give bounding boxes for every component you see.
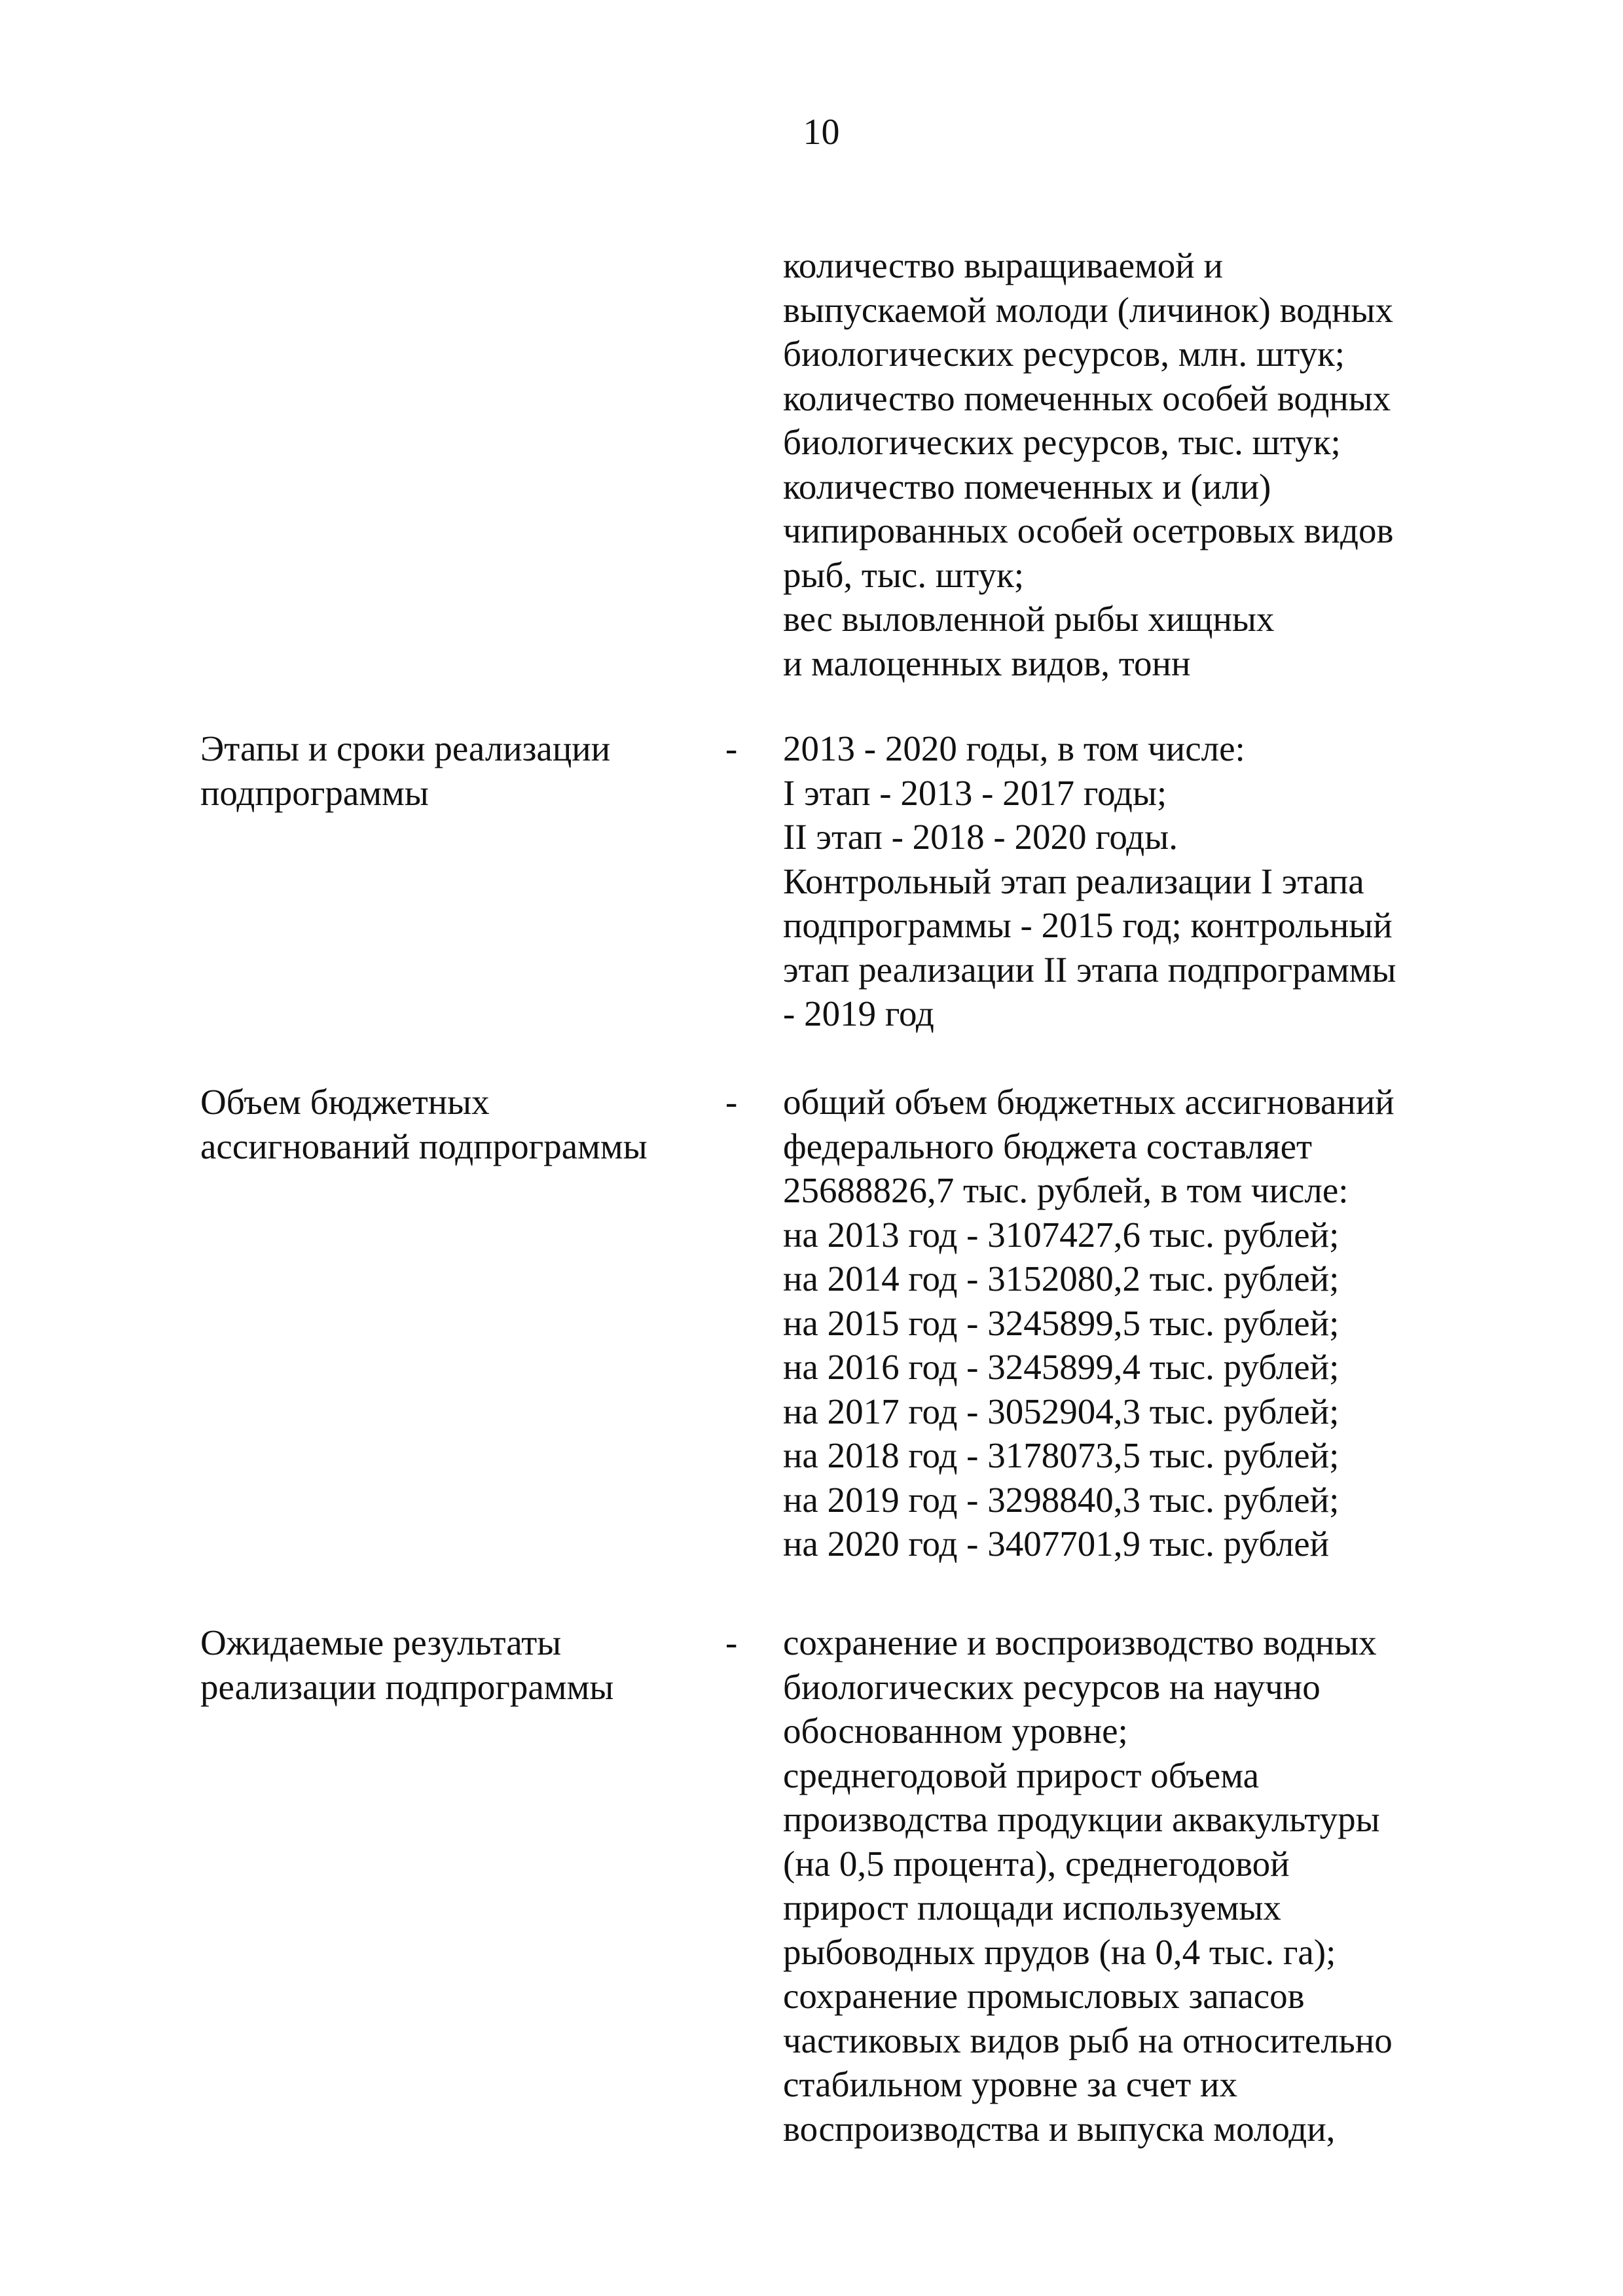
- value-line: биологических ресурсов на научно: [783, 1666, 1321, 1707]
- value-line: на 2013 год - 3107427,6 тыс. рублей;: [783, 1214, 1340, 1255]
- label-line: подпрограммы: [200, 772, 429, 813]
- value-line: рыбоводных прудов (на 0,4 тыс. га);: [783, 1931, 1336, 1972]
- top-continuation-text: [783, 243, 1393, 685]
- text-line: чипированных особей осетровых видов: [783, 511, 1394, 550]
- value-line: этап реализации II этапа подпрограммы: [783, 949, 1396, 990]
- value-line: федерального бюджета составляет: [783, 1126, 1313, 1166]
- text-line: биологических ресурсов, тыс. штук;: [783, 422, 1341, 462]
- separator-dash: -: [725, 728, 738, 768]
- label-line: Объем бюджетных: [200, 1082, 490, 1122]
- value-line: - 2019 год: [783, 994, 934, 1033]
- value-line: обоснованном уровне;: [783, 1711, 1128, 1751]
- budget-label: [200, 1080, 647, 1168]
- separator-dash: -: [725, 1623, 738, 1662]
- label-line: Этапы и сроки реализации: [200, 728, 611, 768]
- value-line: производства продукции аквакультуры: [783, 1799, 1380, 1839]
- budget-value: [783, 1080, 1395, 1566]
- value-line: сохранение промысловых запасов: [783, 1976, 1305, 2016]
- value-line: (на 0,5 процента), среднегодовой: [783, 1843, 1290, 1884]
- results-value: [783, 1621, 1393, 2151]
- value-line: общий объем бюджетных ассигнований: [783, 1082, 1395, 1122]
- value-line: воспроизводства и выпуска молоди,: [783, 2108, 1336, 2149]
- value-line: прирост площади используемых: [783, 1888, 1281, 1928]
- value-line: I этап - 2013 - 2017 годы;: [783, 772, 1167, 813]
- results-label: [200, 1621, 613, 1709]
- value-line: подпрограммы - 2015 год; контрольный: [783, 905, 1393, 945]
- text-line: количество помеченных и (или): [783, 466, 1271, 507]
- value-line: на 2020 год - 3407701,9 тыс. рублей: [783, 1524, 1330, 1564]
- text-line: выпускаемой молоди (личинок) водных: [783, 289, 1393, 330]
- label-line: ассигнований подпрограммы: [200, 1126, 647, 1166]
- value-line: на 2017 год - 3052904,3 тыс. рублей;: [783, 1391, 1340, 1431]
- page-number: 10: [803, 112, 840, 152]
- value-line: 2013 - 2020 годы, в том числе:: [783, 728, 1245, 768]
- text-line: и малоценных видов, тонн: [783, 643, 1191, 683]
- value-line: 25688826,7 тыс. рублей, в том числе:: [783, 1170, 1349, 1210]
- value-line: сохранение и воспроизводство водных: [783, 1623, 1377, 1662]
- text-line: рыб, тыс. штук;: [783, 554, 1025, 595]
- value-line: частиковых видов рыб на относительно: [783, 2020, 1393, 2060]
- stages-label: [200, 726, 610, 815]
- value-line: среднегодовой прирост объема: [783, 1755, 1260, 1795]
- label-line: реализации подпрограммы: [200, 1666, 614, 1707]
- text-line: количество выращиваемой и: [783, 245, 1223, 285]
- stages-value: [783, 726, 1396, 1036]
- text-line: количество помеченных особей водных: [783, 378, 1391, 418]
- separator-dash: -: [725, 1082, 738, 1122]
- text-line: вес выловленной рыбы хищных: [783, 599, 1275, 639]
- value-line: на 2019 год - 3298840,3 тыс. рублей;: [783, 1479, 1340, 1520]
- value-line: стабильном уровне за счет их: [783, 2064, 1237, 2104]
- text-line: биологических ресурсов, млн. штук;: [783, 334, 1345, 374]
- value-line: на 2016 год - 3245899,4 тыс. рублей;: [783, 1347, 1340, 1387]
- value-line: Контрольный этап реализации I этапа: [783, 861, 1364, 901]
- value-line: на 2018 год - 3178073,5 тыс. рублей;: [783, 1435, 1340, 1475]
- value-line: на 2014 год - 3152080,2 тыс. рублей;: [783, 1259, 1340, 1299]
- label-line: Ожидаемые результаты: [200, 1623, 562, 1662]
- value-line: на 2015 год - 3245899,5 тыс. рублей;: [783, 1302, 1340, 1343]
- value-line: II этап - 2018 - 2020 годы.: [783, 817, 1178, 857]
